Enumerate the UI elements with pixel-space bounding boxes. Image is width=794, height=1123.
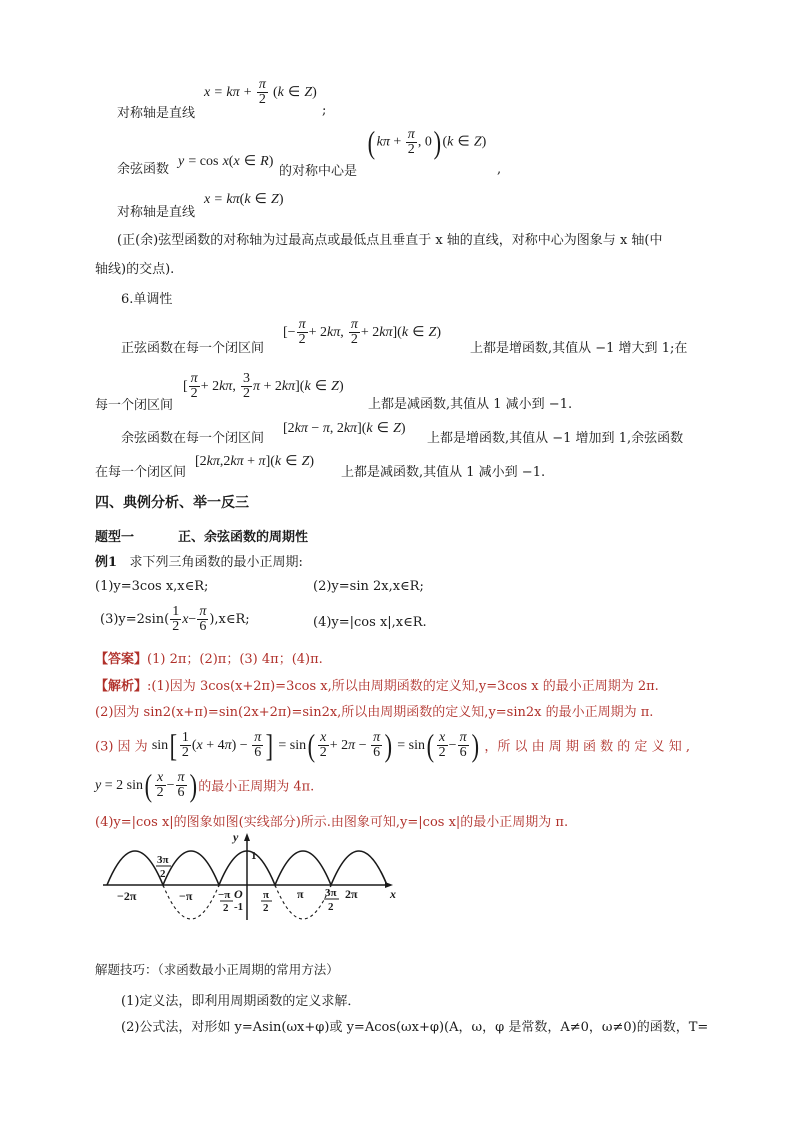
analysis-label: 【解析】 — [95, 679, 148, 694]
cos-abs-graph — [95, 828, 405, 923]
answer-text: (1) 2π；(2)π；(3) 4π；(4)π. — [147, 652, 323, 667]
semicolon: ; — [322, 103, 327, 118]
mono-cos-int2: [2kπ,2kπ + π](k ∈ Z) — [195, 454, 315, 469]
x-axis-label: x — [390, 887, 396, 901]
comma: , — [497, 162, 502, 177]
ex1-text: 求下列三角函数的最小正周期: — [129, 555, 303, 570]
tick-3pi2-neg-den: 2 — [160, 868, 166, 880]
tick-2pi: 2π — [345, 887, 358, 901]
svg-text:2: 2 — [223, 902, 229, 914]
analysis-3c-line: y = 2 sin( $\frac{x}{2}$ − $\frac{\pi}{6}$ ) 的最小正周期为 4π. — [95, 767, 315, 803]
mono-sin-a: 正弦函数在每一个闭区间 — [121, 341, 265, 356]
answer-line — [95, 648, 323, 667]
cos-center-expr: ( kπ + $\frac{\pi}{2}$ , 0) (k ∈ Z) — [367, 124, 487, 160]
ex1-p1: (1)y=3cos x,x∈R; — [95, 579, 209, 594]
mono-cos-a: 余弦函数在每一个闭区间 — [121, 431, 265, 446]
sym-sin-label: 对称轴是直线 — [117, 106, 196, 121]
ex1-line — [95, 551, 303, 570]
tick-pi2: π — [263, 889, 270, 901]
y-one-label: 1 — [251, 850, 257, 862]
mono-sin-int2: [ $\frac{\pi}{2}$ + 2kπ, $\frac{3}{2}$ π + 2kπ](k ∈ Z) — [183, 371, 344, 401]
section4-title: 四、典例分析、举一反三 — [95, 495, 249, 511]
ex1-p4: (4)y=|cos x|,x∈R. — [313, 615, 427, 630]
type1-label: 题型一 — [95, 530, 135, 545]
cos-func: y = cos x(x ∈ R) — [178, 154, 274, 169]
mono-cos-d: 上都是减函数,其值从 1 减小到 −1. — [341, 465, 546, 480]
tips-1: (1)定义法，即利用周期函数的定义求解． — [121, 994, 361, 1009]
analysis-3-line: (3) 因 为 sin[ $\frac{1}{2}$ (x + 4π) − $\frac{\pi}{6}$ ] = sin( $\frac{x}{2}$ + 2π − $\frac{\pi}{6}$ ) = sin( $\frac{x}{2}$ − $\frac{\pi}{6}$ ) ，所 以 由 周 期 函 数 的 定 义 知 , — [95, 727, 690, 763]
tick-3pi2-neg-num: 3π — [157, 854, 169, 866]
mono-cos-int1: [2kπ − π, 2kπ](k ∈ Z) — [283, 421, 406, 436]
tick-neg-2pi: −2π — [117, 889, 137, 903]
y-neg-one-label: -1 — [234, 901, 244, 913]
sym-cos-expr: x = kπ(k ∈ Z) — [204, 192, 284, 207]
tick-pi: π — [297, 887, 304, 901]
ex1-label: 例1 — [95, 555, 118, 570]
analysis-line1 — [95, 675, 659, 694]
tips-title: 解题技巧：（求函数最小正周期的常用方法） — [95, 962, 339, 977]
svg-text:2: 2 — [328, 901, 334, 913]
mono-cos-b: 上都是增函数,其值从 −1 增加到 1,余弦函数 — [427, 431, 684, 446]
svg-text:2: 2 — [263, 902, 269, 914]
sym-sin-expr: x = kπ + $\frac{\pi}{2}$ (k ∈ Z) — [204, 77, 317, 107]
y-axis-label: y — [233, 830, 239, 844]
tips-2: (2)公式法，对形如 y=Asin(ωx+φ)或 y=Acos(ωx+φ)(A，ω，φ 是常数，A≠0，ω≠0)的函数，T= — [121, 1020, 709, 1035]
analysis-1: :(1)因为 3cos(x+2π)=3cos x,所以由周期函数的定义知,y=3cos x 的最小正周期为 2π. — [147, 679, 659, 694]
mono-cos-c: 在每一个闭区间 — [95, 465, 187, 480]
cos-label-b: 的对称中心是 — [279, 164, 358, 179]
tick-3pi2: 3π — [325, 887, 337, 899]
note-line1: (正(余)弦型函数的对称轴为过最高点或最低点且垂直于 x 轴的直线，对称中心为图象与 x 轴(中 — [117, 233, 663, 248]
mono-sin-d: 上都是减函数,其值从 1 减小到 −1. — [368, 397, 573, 412]
analysis-4: (4)y=|cos x|的图象如图(实线部分)所示.由图象可知,y=|cos x|的最小正周期为 π. — [95, 815, 569, 830]
tick-neg-pi: −π — [179, 889, 193, 903]
type1-title: 正、余弦函数的周期性 — [178, 530, 309, 545]
cos-center-line — [117, 158, 169, 177]
mono-sin-b: 上都是增函数,其值从 −1 增大到 1;在 — [470, 341, 688, 356]
mono-sin-c: 每一个闭区间 — [95, 398, 174, 413]
ex1-p2: (2)y=sin 2x,x∈R; — [313, 579, 424, 594]
sec6-title: 6.单调性 — [121, 292, 173, 307]
mono-sin-int1: [− $\frac{\pi}{2}$ + 2kπ, $\frac{\pi}{2}$ + 2kπ](k ∈ Z) — [283, 317, 442, 347]
note-line2: 轴线)的交点). — [95, 262, 175, 277]
ex1-p3: (3)y=2sin( $\frac{1}{2}$ x− $\frac{\pi}{6}$ ),x∈R; — [100, 604, 250, 634]
tick-neg-pi2: −π — [218, 889, 231, 901]
answer-label: 【答案】 — [95, 652, 148, 667]
sym-cos-label: 对称轴是直线 — [117, 205, 196, 220]
origin-label: O — [234, 887, 243, 901]
cos-label-a: 余弦函数 — [117, 162, 170, 177]
y-axis-arrow — [244, 833, 250, 841]
analysis-2: (2)因为 sin2(x+π)=sin(2x+2π)=sin2x,所以由周期函数的定义知,y=sin2x 的最小正周期为 π. — [95, 705, 654, 720]
